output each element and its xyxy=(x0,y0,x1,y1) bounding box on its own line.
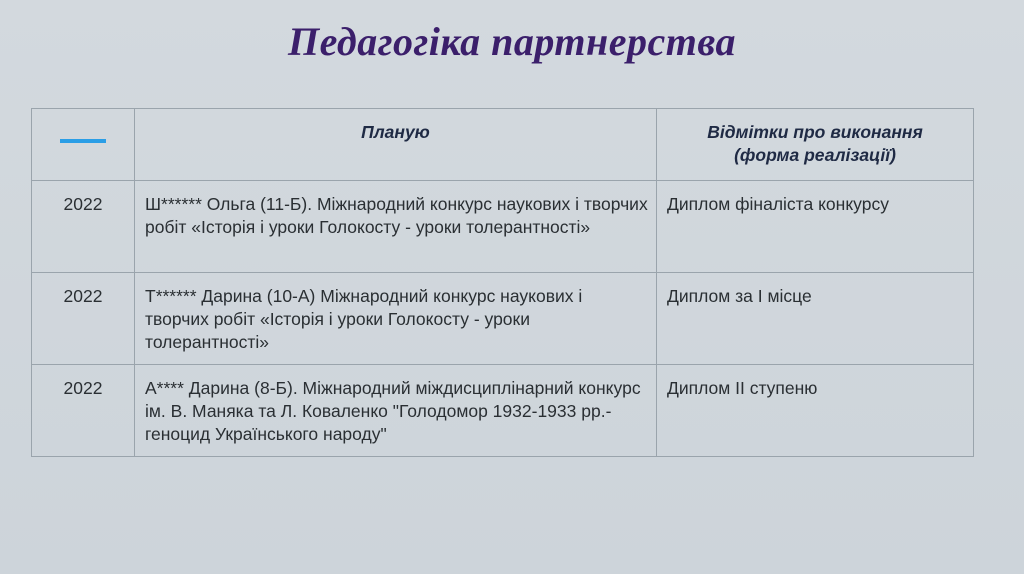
row-plan: А**** Дарина (8-Б). Міжнародний міждисциплінарний конкурс ім. В. Маняка та Л. Коваленко "Голодомор 1932-1933 рр.- геноцид Українського народу" xyxy=(135,365,657,457)
header-note-line1: Відмітки про виконання xyxy=(707,122,923,142)
table-header-row xyxy=(32,109,974,181)
row-note: Диплом фіналіста конкурсу xyxy=(657,181,974,273)
row-year: 2022 xyxy=(32,273,135,365)
header-year-cell xyxy=(32,109,135,181)
row-plan: Т****** Дарина (10-А) Міжнародний конкурс наукових і творчих робіт «Історія і уроки Голокосту - уроки толерантності» xyxy=(135,273,657,365)
row-year: 2022 xyxy=(32,365,135,457)
plan-table xyxy=(31,108,974,457)
row-year: 2022 xyxy=(32,181,135,273)
header-plan: Планую xyxy=(135,109,657,181)
dash-mark xyxy=(60,139,106,143)
row-note: Диплом ІІ ступеню xyxy=(657,365,974,457)
row-note: Диплом за І місце xyxy=(657,273,974,365)
table-row xyxy=(32,273,974,365)
row-plan: Ш****** Ольга (11-Б). Міжнародний конкурс наукових і творчих робіт «Історія і уроки Голокосту - уроки толерантності» xyxy=(135,181,657,273)
table-row xyxy=(32,365,974,457)
header-note xyxy=(657,109,974,181)
table-row xyxy=(32,181,974,273)
page-title: Педагогіка партнерства xyxy=(288,19,736,64)
header-note-line2: (форма реалізації) xyxy=(734,145,896,165)
